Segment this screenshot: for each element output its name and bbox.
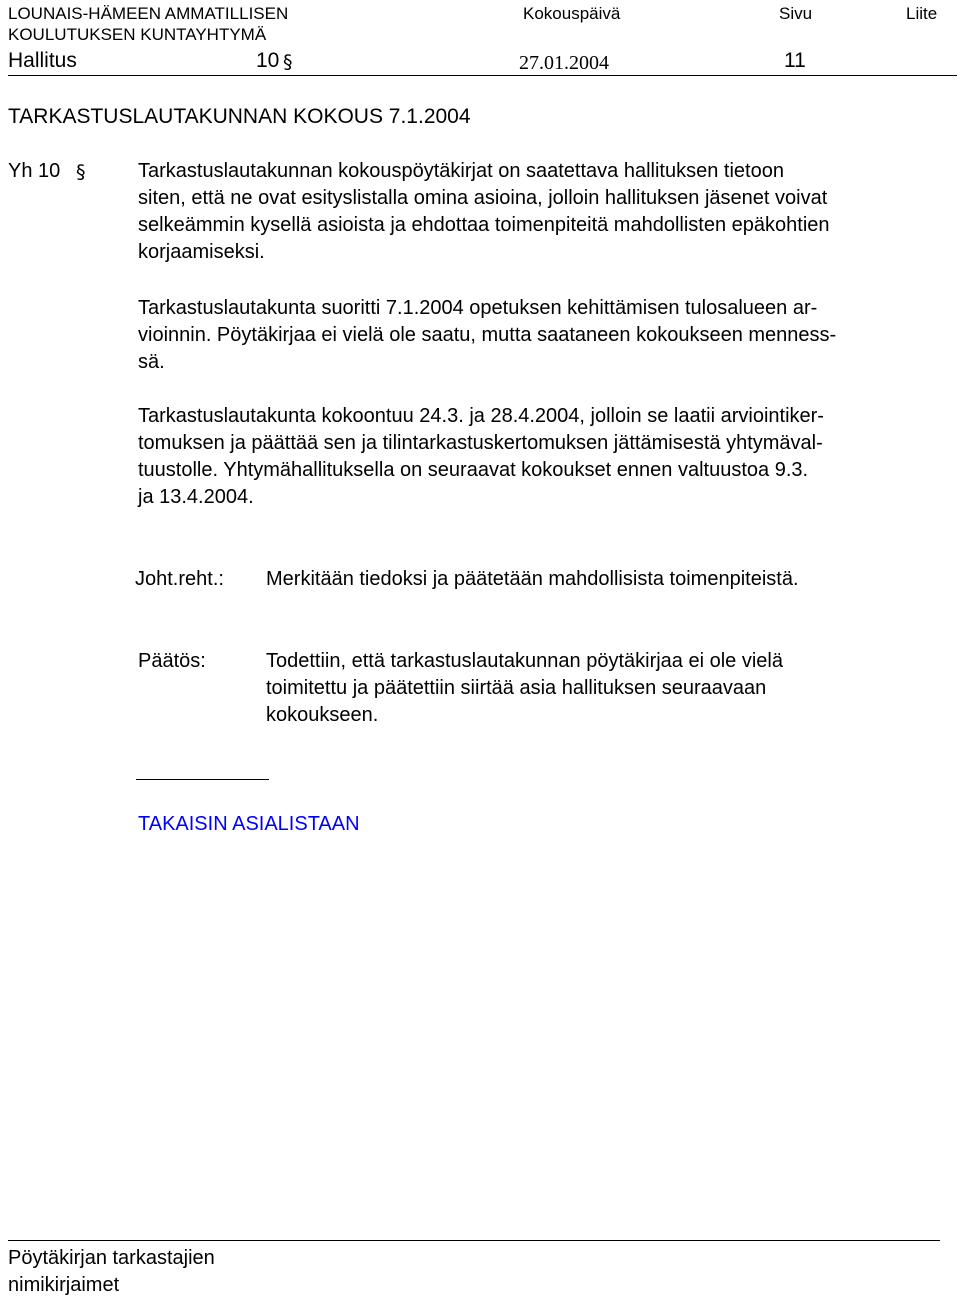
paragraph-2: [138, 295, 958, 376]
decision-label: Päätös:: [138, 650, 206, 672]
text-line: Tarkastuslautakunnan kokouspöytäkirjat on saatettava hallituksen tietoon: [138, 160, 784, 182]
text-line: kokoukseen.: [266, 704, 379, 726]
link-separator: [136, 779, 269, 780]
org-name-line1: LOUNAIS-HÄMEEN AMMATILLISEN: [8, 4, 289, 23]
section-number: 10: [256, 49, 280, 72]
text-line: ja 13.4.2004.: [138, 486, 254, 508]
text-line: Todettiin, että tarkastuslautakunnan pöytäkirjaa ei ole vielä: [266, 650, 783, 672]
header-divider: [8, 75, 957, 76]
proposal-text: Merkitään tiedoksi ja päätetään mahdollisista toimenpiteistä.: [266, 568, 799, 590]
page-label: Sivu: [779, 4, 813, 23]
footer-line1: Pöytäkirjan tarkastajien: [8, 1247, 215, 1269]
attachment-label: Liite: [906, 4, 938, 23]
page-number: 11: [784, 49, 806, 72]
text-line: toimitettu ja päätettiin siirtää asia hallituksen seuraavaan: [266, 677, 767, 699]
text-line: tomuksen ja päättää sen ja tilintarkastuskertomuksen jättämisestä yhtymäval-: [138, 432, 823, 454]
text-line: tuustolle. Yhtymähallituksella on seuraavat kokoukset ennen valtuustoa 9.3.: [138, 459, 809, 481]
paragraph-3: [138, 403, 958, 511]
proposal-label: Joht.reht.:: [135, 568, 224, 590]
body-name: Hallitus: [8, 49, 77, 72]
meeting-date-label: Kokouspäivä: [523, 4, 621, 23]
text-line: korjaamiseksi.: [138, 241, 265, 263]
text-line: Tarkastuslautakunta suoritti 7.1.2004 opetuksen kehittämisen tulosalueen ar-: [138, 297, 818, 319]
page-title: TARKASTUSLAUTAKUNNAN KOKOUS 7.1.2004: [8, 105, 471, 128]
footer-line2: nimikirjaimet: [8, 1274, 120, 1296]
section-mark: §: [283, 51, 293, 73]
org-name-line2: KOULUTUKSEN KUNTAYHTYMÄ: [8, 25, 267, 44]
item-section-mark: §: [76, 161, 86, 183]
text-line: sä.: [138, 351, 165, 373]
text-line: selkeämmin kysellä asioista ja ehdottaa toimenpiteitä mahdollisten epäkohtien: [138, 214, 830, 236]
item-label: Yh 10: [8, 160, 61, 182]
text-line: Tarkastuslautakunta kokoontuu 24.3. ja 28.4.2004, jolloin se laatii arviointiker-: [138, 405, 824, 427]
back-to-agenda-link[interactable]: TAKAISIN ASIALISTAAN: [138, 813, 360, 835]
text-line: vioinnin. Pöytäkirjaa ei vielä ole saatu, mutta saataneen kokoukseen menness-: [138, 324, 837, 346]
decision-text: [266, 648, 956, 729]
paragraph-1: [138, 158, 958, 266]
meeting-date: 27.01.2004: [519, 52, 609, 74]
footer-divider: [8, 1240, 940, 1241]
text-line: siten, että ne ovat esityslistalla omina asioina, jolloin hallituksen jäsenet voivat: [138, 187, 828, 209]
